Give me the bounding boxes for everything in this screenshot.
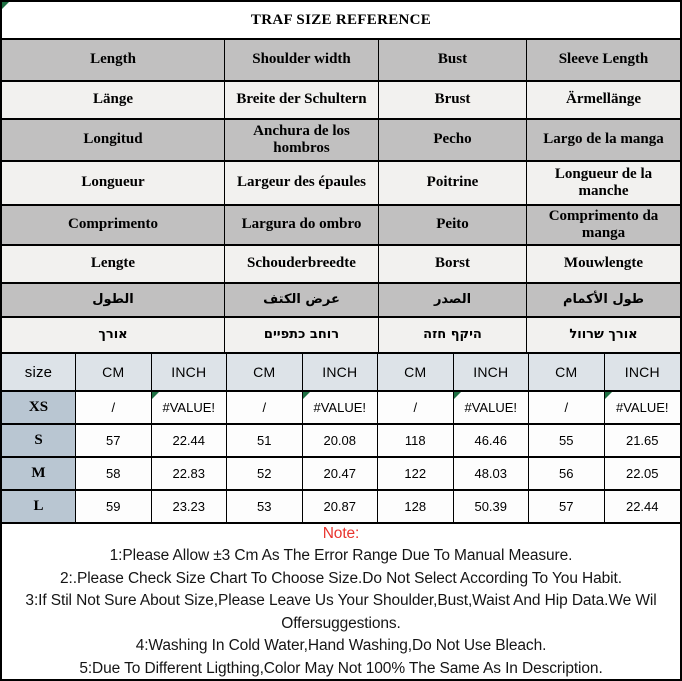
measurement-term-cell: Borst [379, 246, 527, 282]
measurement-value-cell: / [378, 392, 454, 423]
measurement-value-cell: 20.08 [303, 425, 379, 456]
language-row-french [2, 162, 680, 206]
measurement-term-cell: Comprimento [2, 206, 225, 244]
error-indicator-icon [303, 392, 310, 399]
unit-header-cell: CM [76, 354, 152, 390]
size-label-cell: S [2, 425, 76, 456]
note-line: 4:Washing In Cold Water,Hand Washing,Do Not Use Bleach. [135, 637, 547, 655]
language-row-portuguese [2, 206, 680, 246]
language-row-english [2, 40, 680, 82]
measurement-term-cell: Brust [379, 82, 527, 118]
unit-header-cell: INCH [152, 354, 228, 390]
measurement-term-cell: Shoulder width [225, 40, 379, 80]
measurement-term-cell: Sleeve Length [558, 51, 649, 68]
measurement-term-cell: الصدر [379, 284, 527, 316]
language-row-hebrew [2, 318, 680, 354]
measurement-value-cell: 57 [529, 491, 605, 522]
measurement-language-table [2, 40, 680, 354]
size-data-row-s [2, 425, 680, 458]
error-indicator-icon [605, 392, 612, 399]
measurement-term-cell: Breite der Schultern [225, 82, 379, 118]
measurement-value-cell: #VALUE! [454, 392, 530, 423]
title-row [2, 2, 680, 40]
measurement-term-cell: Pecho [379, 120, 527, 160]
measurement-value-cell: / [227, 392, 303, 423]
unit-header-cell: CM [378, 354, 454, 390]
language-row-arabic [2, 284, 680, 318]
note-section [2, 524, 680, 679]
measurement-value-cell: #VALUE! [303, 392, 379, 423]
size-label-cell: XS [2, 392, 76, 423]
note-line: 3:If Stil Not Sure About Size,Please Leave Us Your Shoulder,Bust,Waist And Hip Data.We Wil Offersuggestions. [25, 592, 657, 632]
measurement-value-cell: 50.39 [454, 491, 530, 522]
measurement-term-cell: عرض الكتف [225, 284, 379, 316]
measurement-value-cell: 22.83 [152, 458, 228, 489]
measurement-term-cell: Ärmellänge [566, 91, 641, 108]
unit-header-cell: CM [227, 354, 303, 390]
measurement-term-cell: אורך [2, 318, 225, 352]
measurement-value-cell: / [76, 392, 152, 423]
size-label-cell: L [2, 491, 76, 522]
measurement-value-cell: 55 [529, 425, 605, 456]
measurement-value-cell: 57 [76, 425, 152, 456]
size-column-header: size [2, 354, 76, 390]
unit-header-cell: INCH [624, 364, 660, 380]
measurement-term-cell: طول الأكمام [562, 291, 645, 307]
measurement-value-cell: 58 [76, 458, 152, 489]
measurement-value-cell: 48.03 [454, 458, 530, 489]
measurement-value-cell: 122 [378, 458, 454, 489]
measurement-term-cell: Länge [2, 82, 225, 118]
size-measurement-table [2, 354, 680, 524]
measurement-value-cell: 56 [529, 458, 605, 489]
measurement-value-cell: 118 [378, 425, 454, 456]
measurement-term-cell: Comprimento da manga [548, 207, 659, 241]
size-data-row-m [2, 458, 680, 491]
measurement-value-cell: 52 [227, 458, 303, 489]
page-title: TRAF SIZE REFERENCE [250, 11, 432, 28]
measurement-value-cell: 20.87 [303, 491, 379, 522]
measurement-term-cell: Schouderbreedte [225, 246, 379, 282]
size-data-row-l [2, 491, 680, 524]
measurement-value-cell: #VALUE! [152, 392, 228, 423]
note-line: 2:.Please Check Size Chart To Choose Size.Do Not Select According To You Habit. [60, 569, 622, 587]
measurement-value-cell: 22.44 [625, 499, 659, 514]
measurement-term-cell: היקף חזה [379, 318, 527, 352]
note-label: Note: [322, 525, 360, 543]
unit-header-cell: INCH [454, 354, 530, 390]
note-line: 5:Due To Different Ligthing,Color May Not 100% The Same As In Description. [79, 659, 603, 677]
unit-header-cell: INCH [303, 354, 379, 390]
measurement-value-cell: 128 [378, 491, 454, 522]
note-line: 1:Please Allow ±3 Cm As The Error Range Due To Manual Measure. [109, 547, 573, 565]
measurement-value-cell: 51 [227, 425, 303, 456]
measurement-term-cell: Poitrine [379, 162, 527, 204]
measurement-term-cell: Largeur des épaules [225, 162, 379, 204]
measurement-value-cell: 23.23 [152, 491, 228, 522]
measurement-term-cell: Length [2, 40, 225, 80]
error-indicator-icon [152, 392, 159, 399]
measurement-term-cell: Lengte [2, 246, 225, 282]
comment-indicator-icon [2, 2, 9, 9]
language-row-spanish [2, 120, 680, 162]
measurement-value-cell: 22.44 [152, 425, 228, 456]
language-row-german [2, 82, 680, 120]
size-label-cell: M [2, 458, 76, 489]
measurement-term-cell: Longueur [2, 162, 225, 204]
measurement-term-cell: רוחב כתפיים [225, 318, 379, 352]
measurement-value-cell: / [529, 392, 605, 423]
measurement-value-cell: 22.05 [625, 466, 659, 481]
measurement-term-cell: Peito [379, 206, 527, 244]
size-table-header-row [2, 354, 680, 392]
language-row-dutch [2, 246, 680, 284]
measurement-term-cell: Largo de la manga [543, 131, 664, 148]
measurement-term-cell: Longueur de la manche [554, 165, 653, 199]
measurement-value-cell: 53 [227, 491, 303, 522]
measurement-value-cell: #VALUE! [605, 392, 681, 423]
measurement-term-cell: Anchura de los hombros [225, 120, 379, 160]
measurement-term-cell: Longitud [2, 120, 225, 160]
measurement-term-cell: Bust [379, 40, 527, 80]
measurement-value-cell: 59 [76, 491, 152, 522]
measurement-value-cell: 20.47 [303, 458, 379, 489]
size-data-row-xs [2, 392, 680, 425]
error-indicator-icon [454, 392, 461, 399]
measurement-term-cell: Mouwlengte [563, 255, 644, 272]
measurement-value-cell: 21.65 [625, 433, 659, 448]
measurement-term-cell: אורך שרוול [569, 326, 638, 342]
measurement-term-cell: Largura do ombro [225, 206, 379, 244]
measurement-term-cell: الطول [2, 284, 225, 316]
measurement-value-cell: 46.46 [454, 425, 530, 456]
unit-header-cell: CM [529, 354, 605, 390]
